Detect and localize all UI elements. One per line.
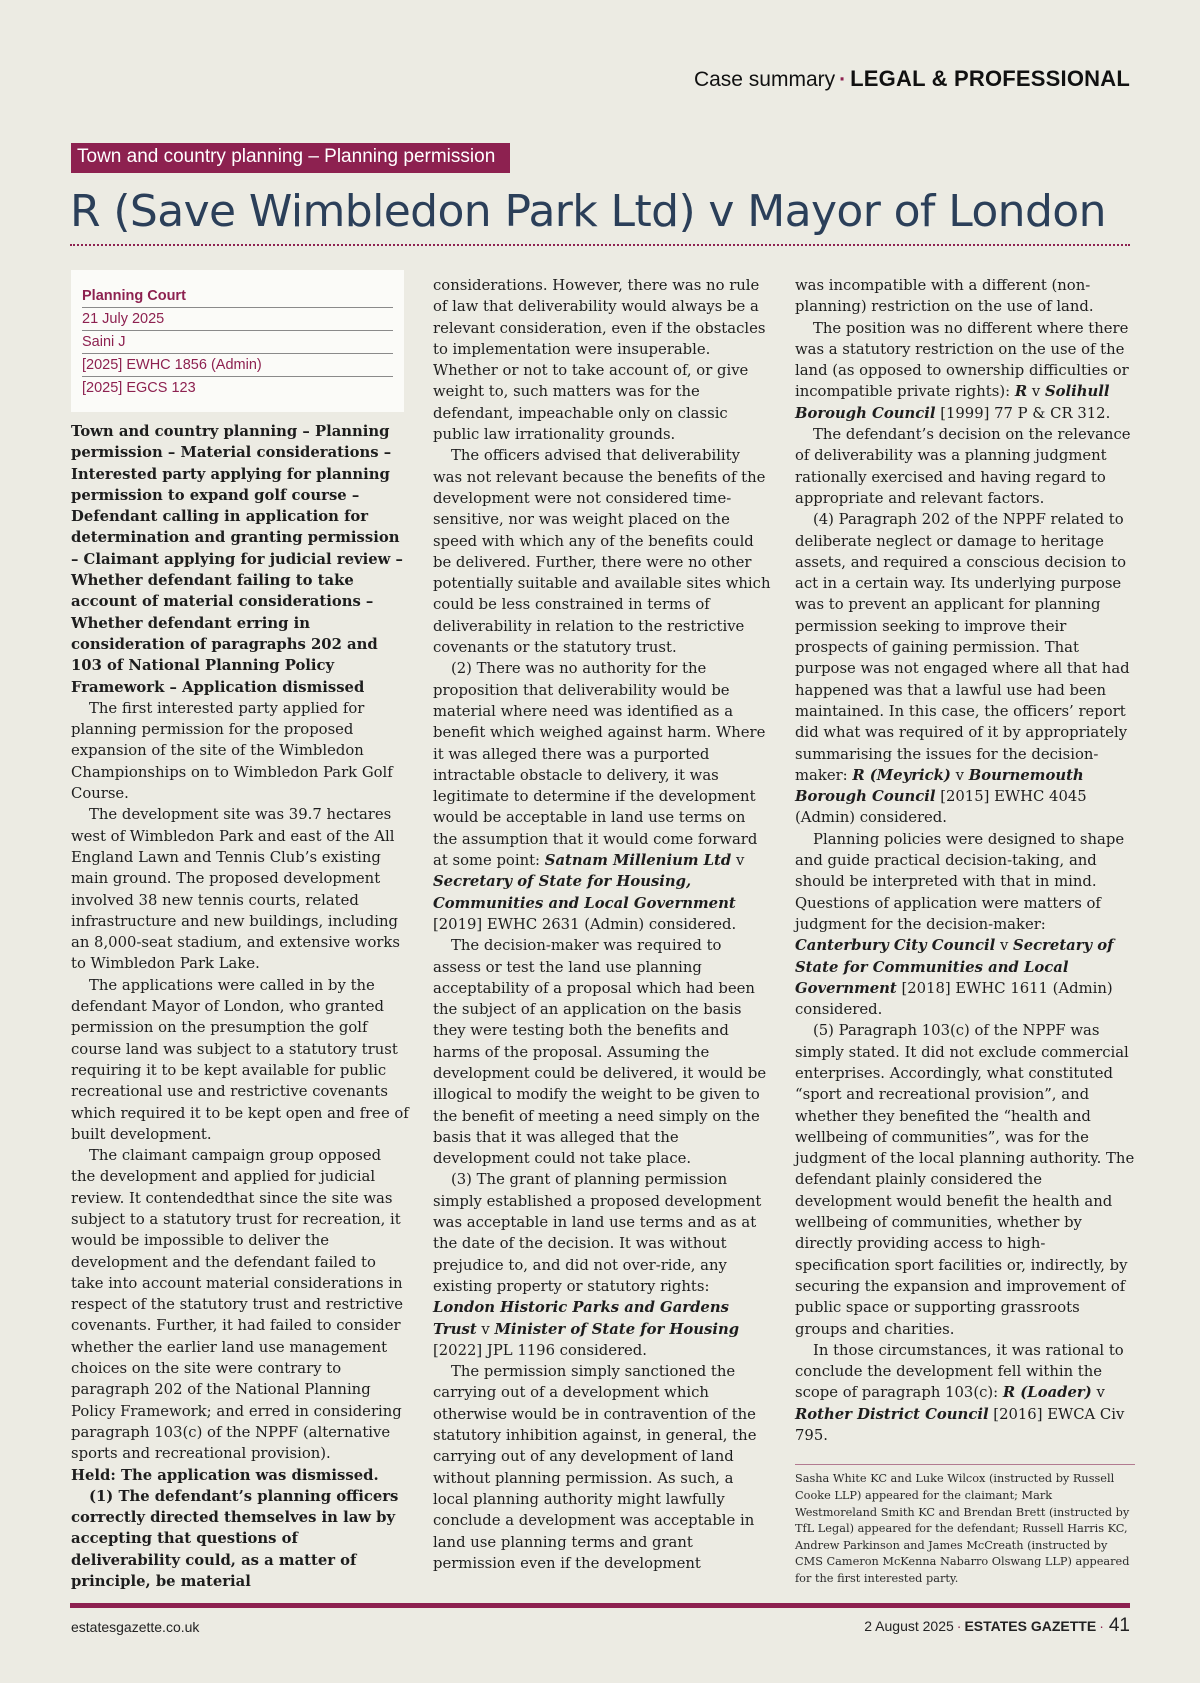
case-name: R <box>1014 383 1028 401</box>
case-name: R (Meyrick) <box>852 766 951 784</box>
column-1 <box>71 421 409 1592</box>
case-name: Canterbury City Council <box>795 937 996 955</box>
paragraph: (2) There was no authority for the proposition that deliverability would be material where need was identified as a benefit which weighed against harm. Where it was alleged there was a purported intractable obstacle to delivery, it was legitimate to determine if the development would be acceptable in land use terms on the assumption that it would come forward at some point: Satnam Millenium Ltd v Secretary of State for Housing, Communities and Local Government [2019] EWHC 2631 (Admin) considered. <box>433 660 766 933</box>
header-separator: · <box>839 68 847 91</box>
case-name: Bournemouth Borough Council <box>795 766 1084 806</box>
case-name: Satnam Millenium Ltd <box>544 852 732 870</box>
egcs-citation: [2025] EGCS 123 <box>82 380 196 396</box>
column-2 <box>433 275 773 1574</box>
judge-name: Saini J <box>82 331 393 354</box>
case-info-box <box>71 270 404 412</box>
paragraph: The officers advised that deliverability was not relevant because the benefits of the development were not considered time-sensitive, nor was weight placed on the speed with which any of the benefits could be delivered. Further, there were no other potentially suitable and available sites which could be less constrained in terms of deliverability in relation to the restrictive covenants or the statutory trust. <box>433 447 771 657</box>
paragraph: The permission simply sanctioned the carrying out of a development which otherwise would be in contravention of the statutory inhibition against, in general, the carrying out of any development of land without planning permission. As such, a local planning authority might lawfully conclude a development was acceptable in land use planning terms and grant permission even if the development <box>433 1363 757 1572</box>
paragraph: The first interested party applied for planning permission for the proposed expansion of the site of the Wimbledon Championships on to Wimbledon Park Golf Course. <box>71 699 393 803</box>
page-number: 41 <box>1108 1615 1130 1636</box>
paragraph: The decision-maker was required to assess or test the land use planning acceptability of a proposal which had been the subject of an application on the basis they were testing both the benefits and harms of the proposal. Assuming the development could be delivered, it would be illogical to modify the weight to be given to the benefit of meeting a need simply on the basis that it was alleged that the development could not take place. <box>433 937 767 1168</box>
header-section: LEGAL & PROFESSIONAL <box>850 66 1130 91</box>
header-label: Case summary <box>693 68 836 91</box>
article-title: R (Save Wimbledon Park Ltd) v Mayor of London <box>70 186 1106 237</box>
case-name: London Historic Parks and Gardens Trust <box>433 1299 729 1338</box>
catchwords: Town and country planning – Planning permission – Material considerations – Interested party applying for planning permission to expand golf course – Defendant calling in application for determination and granting permission – Claimant applying for judicial review – Whether defendant failing to take account of material considerations – Whether defendant erring in consideration of paragraphs 202 and 103 of National Planning Policy Framework – Application dismissed <box>71 423 403 696</box>
neutral-citation: [2025] EWHC 1856 (Admin) <box>82 354 393 377</box>
paragraph: The position was no different where there was a statutory restriction on the use of the land (as opposed to ownership difficulties or incompatible private rights): R v Solihull Borough Council [1999] 77 P & CR 312. <box>795 319 1129 422</box>
case-name: R (Loader) <box>1002 1384 1092 1402</box>
footer-info: 2 August 2025 · ESTATES GAZETTE · 41 <box>864 1615 1130 1636</box>
case-name: Rother District Council <box>795 1405 989 1423</box>
case-name: Solihull Borough Council <box>795 383 1110 422</box>
counsel-note: Sasha White KC and Luke Wilcox (instructed by Russell Cooke LLP) appeared for the claimant; Mark Westmoreland Smith KC and Brendan Brett (instructed by TfL Legal) appeared for the defendant; Russell Harris KC, Andrew Parkinson and James McCreath (instructed by CMS Cameron McKenna Nabarro Olswang LLP) appeared for the first interested party. <box>795 1464 1135 1587</box>
paragraph: In those circumstances, it was rational to conclude the development fell within the scope of paragraph 103(c): R (Loader) v Rother District Council [2016] EWCA Civ 795. <box>795 1341 1125 1445</box>
page-header <box>694 66 1130 92</box>
paragraph: was incompatible with a different (non-planning) restriction on the use of land. <box>795 277 1094 316</box>
case-name: Secretary of State for Communities and Local Government <box>795 937 1114 997</box>
issue-date: 2 August 2025 <box>864 1618 954 1634</box>
footer-website: estatesgazette.co.uk <box>71 1619 200 1635</box>
judgment-date: 21 July 2025 <box>82 308 393 331</box>
category-label: Town and country planning – Planning permission <box>71 143 510 173</box>
paragraph: The defendant’s decision on the relevance of deliverability was a planning judgment rationally exercised and having regard to appropriate and relevant factors. <box>795 426 1131 507</box>
publication-name: ESTATES GAZETTE <box>964 1618 1097 1634</box>
paragraph: (3) The grant of planning permission simply established a proposed development was acceptable in land use terms and as at the date of the decision. It was without prejudice to, and did not over-ride, any existing property or statutory rights: London Historic Parks and Gardens Trust v Minister of State for Housing [2022] JPL 1196 considered. <box>433 1171 762 1359</box>
paragraph: The development site was 39.7 hectares west of Wimbledon Park and east of the All England Lawn and Tennis Club’s existing main ground. The proposed development involved 38 new tennis courts, related infrastructure and new buildings, including an 8,000-seat stadium, and extensive works to Wimbledon Park Lake. <box>71 806 400 973</box>
paragraph: (4) Paragraph 202 of the NPPF related to deliberate neglect or damage to heritage assets, and required a conscious decision to act in a certain way. Its underlying purpose was to prevent an applicant for planning permission seeking to improve their prospects of gaining permission. That purpose was not engaged where all that had happened was that a lawful use had been maintained. In this case, the officers’ report did what was required of it by appropriately summarising the issues for the decision-maker: R (Meyrick) v Bournemouth Borough Council [2015] EWHC 4045 (Admin) considered. <box>795 511 1130 827</box>
paragraph: considerations. However, there was no rule of law that deliverability would always be a relevant consideration, even if the obstacles to implementation were insuperable. Whether or not to take account of, or give weight to, such matters was for the defendant, impeachable only on classic public law irrationality grounds. <box>433 277 766 444</box>
paragraph: The applications were called in by the defendant Mayor of London, who granted permission on the presumption the golf course land was subject to a statutory trust requiring it to be kept available for public recreational use and restrictive covenants which required it to be kept open and free of built development. <box>71 976 409 1143</box>
paragraph: (5) Paragraph 103(c) of the NPPF was simply stated. It did not exclude commercial enterprises. Accordingly, what constituted “sport and recreational provision”, and whether they benefited the “health and wellbeing of communities”, was for the judgment of the local planning authority. The defendant plainly considered the development would benefit the health and wellbeing of communities, whether by directly providing access to high-specification sport facilities or, indirectly, by securing the expansion and improvement of public space or supporting grassroots groups and charities. <box>795 1022 1135 1338</box>
held-heading: Held: The application was dismissed. <box>71 1466 379 1484</box>
title-divider <box>70 244 1130 246</box>
paragraph: The claimant campaign group opposed the development and applied for judicial review. It contendedthat since the site was subject to a statutory trust for recreation, it would be impossible to deliver the development and the defendant failed to take into account material considerations in respect of the statutory trust and restrictive covenants. Further, it had failed to consider whether the earlier land use management choices on the site were contrary to paragraph 202 of the National Planning Policy Framework; and erred in considering paragraph 103(c) of the NPPF (alternative sports and recreational provision). <box>71 1147 404 1463</box>
paragraph-held-1: (1) The defendant’s planning officers correctly directed themselves in law by accepting that questions of deliverability could, as a matter of principle, be material <box>71 1487 399 1591</box>
column-3 <box>795 275 1135 1587</box>
footer-rule <box>70 1603 1130 1608</box>
court-name: Planning Court <box>82 285 393 308</box>
paragraph: Planning policies were designed to shape and guide practical decision-taking, and should be interpreted with that in mind. Questions of application were matters of judgment for the decision-maker: Canterbury City Council v Secretary of State for Communities and Local Government [2018] EWHC 1611 (Admin) considered. <box>795 830 1125 1019</box>
case-name: Minister of State for Housing <box>494 1320 740 1338</box>
case-name: Secretary of State for Housing, Communities and Local Government <box>433 873 736 912</box>
